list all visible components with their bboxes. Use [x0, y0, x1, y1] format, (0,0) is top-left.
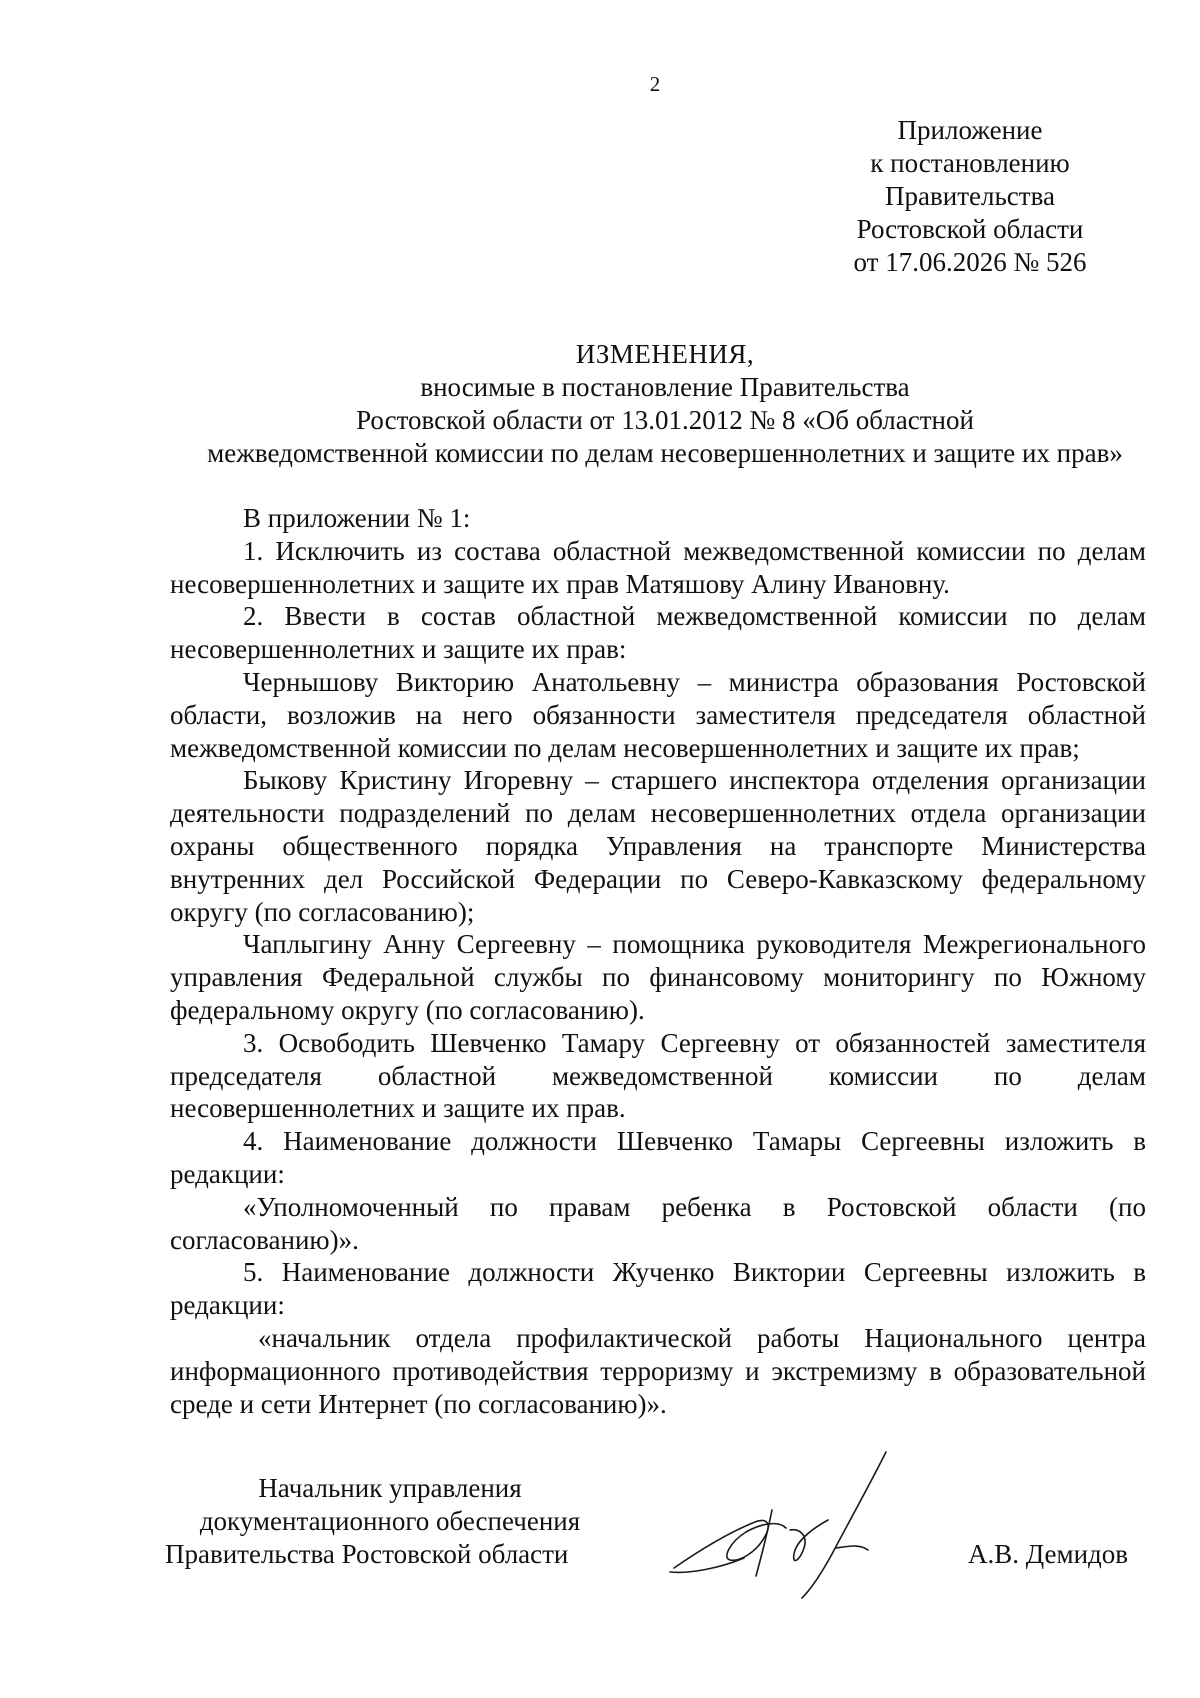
appendix-line: от 17.06.2026 № 526 — [853, 247, 1087, 277]
document-body — [170, 502, 1146, 1420]
appendix-line: Приложение — [897, 115, 1043, 145]
signer-position-line: Правительства Ростовской области — [165, 1539, 569, 1569]
title-line: межведомственной комиссии по делам несовершеннолетних и защите их прав» — [207, 438, 1123, 468]
signer-position — [165, 1472, 615, 1571]
appendix-line: к постановлению — [870, 148, 1070, 178]
paragraph: 2. Ввести в состав областной межведомственной комиссии по делам несовершеннолетних и защите их прав: — [170, 601, 1146, 665]
paragraph: «Уполномоченный по правам ребенка в Ростовской области (по согласованию)». — [170, 1191, 1146, 1255]
paragraph: 4. Наименование должности Шевченко Тамары Сергеевны изложить в редакции: — [170, 1126, 1146, 1189]
appendix-line: Ростовской области — [856, 214, 1084, 244]
title-line: вносимые в постановление Правительства — [420, 372, 910, 402]
paragraph: Чаплыгину Анну Сергеевну – помощника руководителя Межрегионального управления Федеральной службы по финансовому мониторингу по Южному федеральному округу (по согласованию). — [170, 929, 1146, 1025]
paragraph: «начальник отдела профилактической работы Национального центра информационного противодействия терроризму и экстремизму в образовательной среде и сети Интернет (по согласованию)». — [170, 1322, 1146, 1419]
document-title — [170, 338, 1160, 470]
handwritten-signature — [660, 1450, 930, 1600]
appendix-line: Правительства — [885, 181, 1055, 211]
title-line: Ростовской области от 13.01.2012 № 8 «Об областной — [356, 405, 974, 435]
paragraph: В приложении № 1: — [243, 503, 471, 533]
signer-name: А.В. Демидов — [968, 1539, 1129, 1569]
title-heading: ИЗМЕНЕНИЯ, — [575, 339, 755, 369]
paragraph: 1. Исключить из состава областной межведомственной комиссии по делам несовершеннолетних и защите их прав Матяшову Алину Ивановну. — [170, 535, 1146, 599]
signer-position-line: Начальник управления — [258, 1473, 522, 1503]
appendix-header — [820, 114, 1120, 279]
paragraph: 5. Наименование должности Жученко Виктории Сергеевны изложить в редакции: — [170, 1257, 1146, 1321]
paragraph: Чернышову Викторию Анатольевну – министра образования Ростовской области, возложив на него обязанности заместителя председателя областной межведомственной комиссии по делам несовершеннолетних и защите их прав; — [170, 666, 1146, 763]
paragraph: 3. Освободить Шевченко Тамару Сергеевну от обязанностей заместителя председателя областной межведомственной комиссии по делам несовершеннолетних и защите их прав. — [170, 1027, 1146, 1124]
paragraph: Быкову Кристину Игоревну – старшего инспектора отделения организации деятельности подразделений по делам несовершеннолетних отдела организации охраны общественного порядка Управления на транспорте Министерства внутренних дел Российской Федерации по Северо-Кавказскому федеральному округу (по согласованию); — [170, 765, 1146, 927]
page-number: 2 — [649, 72, 661, 96]
signer-position-line: документационного обеспечения — [199, 1506, 581, 1536]
